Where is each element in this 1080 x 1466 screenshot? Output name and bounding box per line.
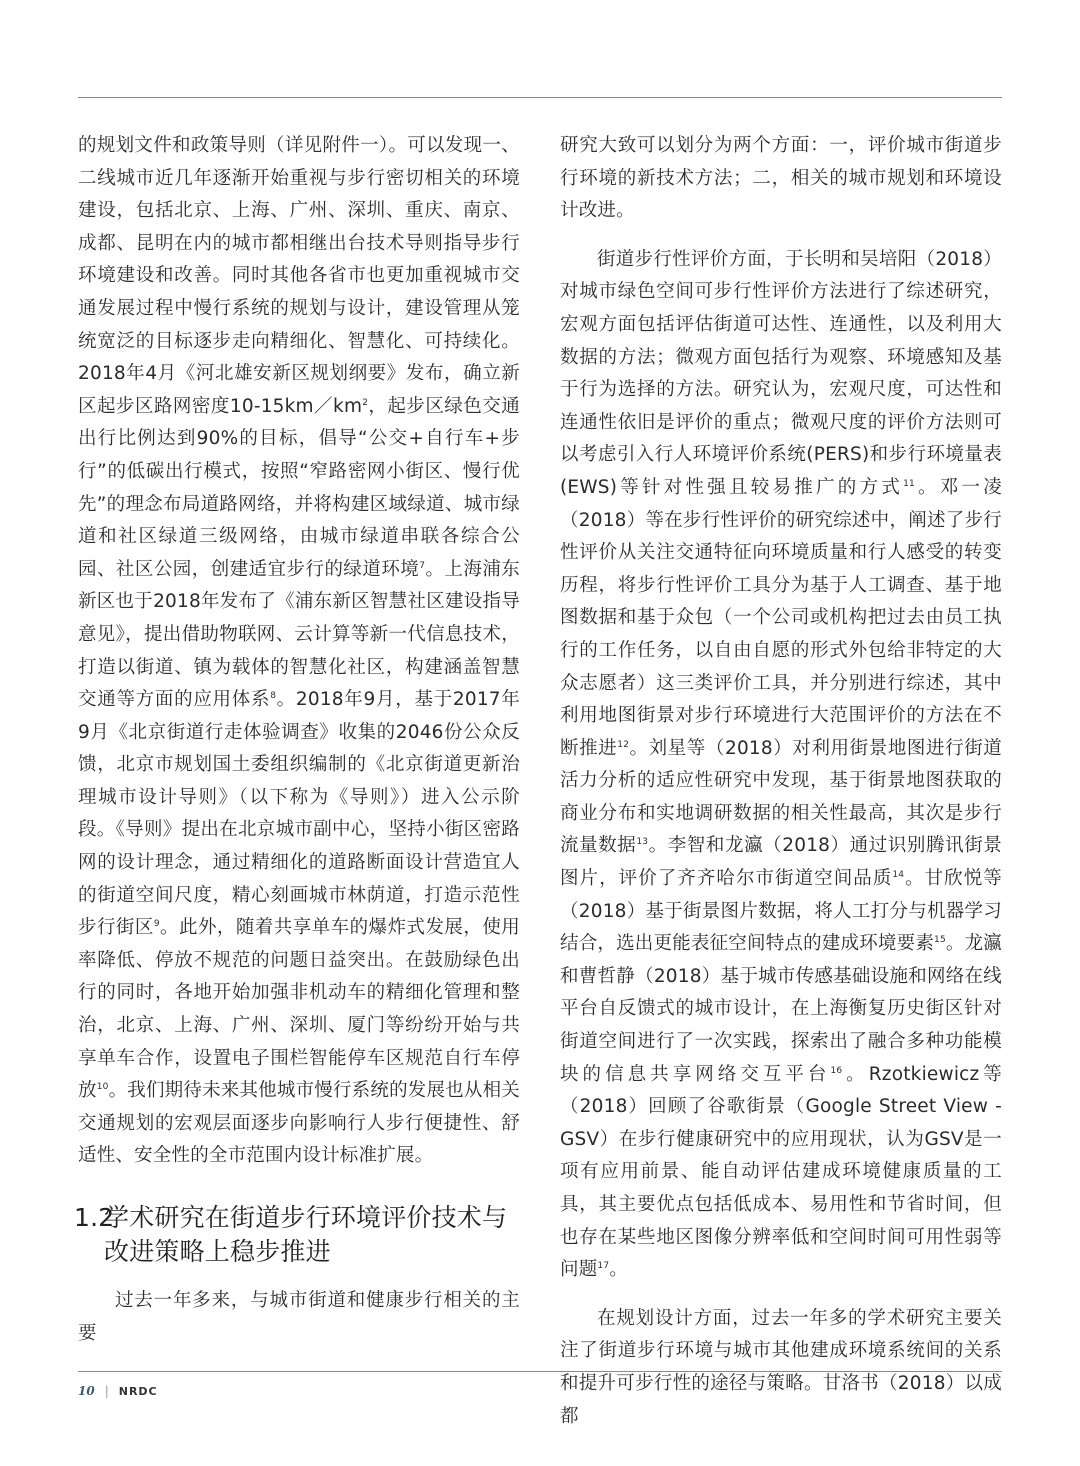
page-footer (78, 1384, 158, 1398)
footnote-marker: 16 (830, 1065, 843, 1076)
bottom-divider (78, 1371, 1002, 1372)
footnote-marker: 7 (419, 560, 426, 571)
body-paragraph: 过去一年多来，与城市街道和健康步行相关的主要 (78, 1290, 520, 1344)
top-divider (78, 97, 1002, 98)
body-paragraph: 在规划设计方面，过去一年多的学术研究主要关注了街道步行环境与城市其他建成环境系统间的关系和提升可步行性的途径与策略。甘洛书（2018）以成都 (560, 1307, 1002, 1427)
footnote-marker: 12 (617, 739, 630, 750)
section-title: 学术研究在街道步行环境评价技术与改进策略上稳步推进 (104, 1203, 508, 1266)
footer-separator: | (104, 1384, 109, 1398)
body-paragraph: 街道步行性评价方面，于长明和吴培阳（2018）对城市绿色空间可步行性评价方法进行了综述研究，宏观方面包括评估街道可达性、连通性，以及利用大数据的方法；微观方面包括行为观察、环境感知及基于行为选择的方法。研究认为，宏观尺度，可达性和连通性依旧是评价的重点；微观尺度的评价方法则可以考虑引入行人环境评价系统(PERS)和步行环境量表 (EWS)等针对性强且较易推广的方式$^{11}$。邓一凌（2018）等在步行性评价的研究综述中，阐述了步行性评价从关注交通特征向环境质量和行人感受的转变历程，将步行性评价工具分为基于人工调查、基于地图数据和基于众包（一个公司或机构把过去由员工执行的工作任务，以自由自愿的形式外包给非特定的大众志愿者）这三类评价工具，并分别进行综述，其中利用地图街景对步行环境进行大范围评价的方法在不断推进$^{12}$。刘星等（2018）对利用街景地图进行街道活力分析的适应性研究中发现，基于街景地图获取的商业分布和实地调研数据的相关性最高，其次是步行流量数据$^{13}$。李智和龙瀛（2018）通过识别腾讯街景图片，评价了齐齐哈尔市街道空间品质$^{14}$。甘欣悦等（2018）基于街景图片数据，将人工打分与机器学习结合，选出更能表征空间特点的建成环境要素$^{15}$。龙瀛和曹哲静（2018）基于城市传感基础设施和网络在线平台自反馈式的城市设计，在上海衡复历史街区针对街道空间进行了一次实践，探索出了融合多种功能模块的信息共享网络交互平台$^{16}$。Rzotkiewicz等（2018）回顾了谷歌街景（Google Street View - GSV）在步行健康研究中的应用现状，认为GSV是一项有应用前景、能自动评估建成环境健康质量的工具，其主要优点包括低成本、易用性和节省时间，但也存在某些地区图像分辨率低和空间时间可用性弱等问题$^{17}$。 (560, 248, 1002, 1281)
footnote-marker: 9 (153, 919, 160, 930)
footnote-marker: 14 (892, 870, 905, 881)
left-column (74, 130, 521, 1350)
footnote-marker: 10 (96, 1082, 109, 1093)
footnote-marker: 15 (934, 935, 946, 946)
footnote-marker: 2 (362, 397, 369, 408)
footnote-marker: 17 (597, 1261, 610, 1272)
publisher-name: NRDC (118, 1384, 158, 1398)
right-column (560, 130, 1002, 1433)
section-heading (74, 1201, 520, 1269)
footnote-marker: 8 (270, 691, 277, 702)
body-paragraph: 的规划文件和政策导则（详见附件一）。可以发现一、二线城市近几年逐渐开始重视与步行密切相关的环境建设，包括北京、上海、广州、深圳、重庆、南京、成都、昆明在内的城市都相继出台技术导则指导步行环境建设和改善。同时其他各省市也更加重视城市交通发展过程中慢行系统的规划与设计，建设管理从笼统宽泛的目标逐步走向精细化、智慧化、可持续化。2018年4月《河北雄安新区规划纲要》发布，确立新区起步区路网密度$10-15km/km^2$，起步区绿色交通出行比例达到90%的目标，倡导“公交+自行车+步行”的低碳出行模式，按照“窄路密网小街区、慢行优先”的理念布局道路网络，并将构建区域绿道、城市绿道和社区绿道三级网络，由城市绿道串联各综合公园、社区公园，创建适宜步行的绿道环境$^7$。上海浦东新区也于2018年发布了《浦东新区智慧社区建设指导意见》，提出借助物联网、云计算等新一代信息技术，打造以街道、镇为载体的智慧化社区，构建涵盖智慧交通等方面的应用体系$^8$。2018年9月，基于2017年9月《北京街道行走体验调查》收集的2046份公众反馈，北京市规划国土委组织编制的《北京街道更新治理城市设计导则》（以下称为《导则》）进入公示阶段。《导则》提出在北京城市副中心，坚持小街区密路网的设计理念，通过精细化的道路断面设计营造宜人的街道空间尺度，精心刻画城市林荫道，打造示范性步行街区$^9$。此外，随着共享单车的爆炸式发展，使用率降低、停放不规范的问题日益突出。在鼓励绿色出行的同时，各地开始加强非机动车的精细化管理和整治，北京、上海、广州、深圳、厦门等纷纷开始与共享单车合作，设置电子围栏智能停车区规范自行车停放$^{10}$。我们期待未来其他城市慢行系统的发展也从相关交通规划的宏观层面逐步向影响行人步行便捷性、舒适性、安全性的全市范围内设计标准扩展。 (78, 135, 521, 1167)
section-number: 1.2 (74, 1203, 115, 1232)
body-paragraph: 研究大致可以划分为两个方面：一，评价城市街道步行环境的新技术方法；二，相关的城市规划和环境设计改进。 (560, 135, 1002, 222)
footnote-marker: 13 (636, 837, 649, 848)
page-number: 10 (78, 1384, 95, 1398)
footnote-marker: 11 (903, 478, 915, 489)
